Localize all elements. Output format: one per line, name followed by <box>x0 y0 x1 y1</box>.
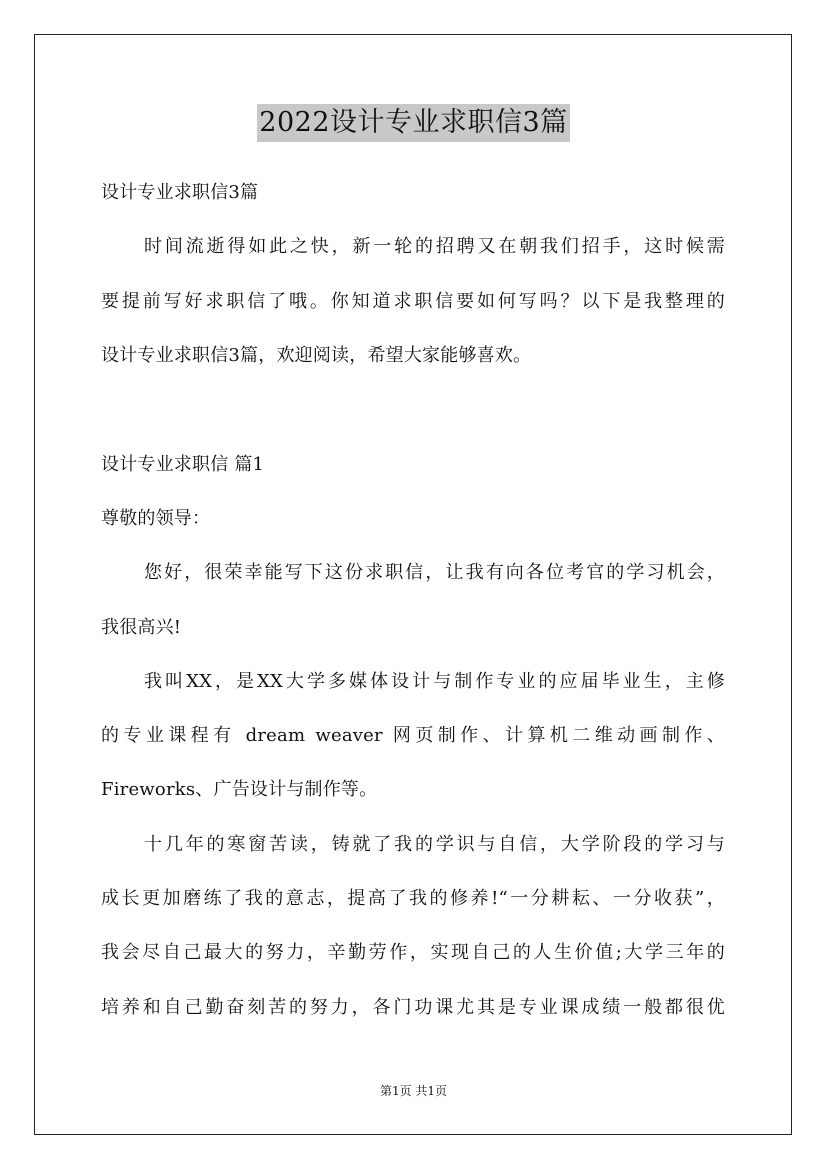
salutation: 尊敬的领导： <box>101 508 211 529</box>
paragraph3-line-2: 成长更加磨练了我的意志，提高了我的修养!“一分耕耘、一分收获”， <box>101 888 725 909</box>
document-title: 2022设计专业求职信3篇 <box>257 104 569 142</box>
paragraph3-line-3: 我会尽自己最大的努力，辛勤劳作，实现自己的人生价值;大学三年的 <box>101 942 725 963</box>
paragraph3-line-1: 十几年的寒窗苦读，铸就了我的学识与自信，大学阶段的学习与 <box>144 834 725 855</box>
intro-line-3: 设计专业求职信3篇，欢迎阅读，希望大家能够喜欢。 <box>101 345 532 366</box>
intro-line-2: 要提前写好求职信了哦。你知道求职信要如何写吗？以下是我整理的 <box>101 291 725 312</box>
title-container <box>0 104 827 142</box>
paragraph1-line-2: 我很高兴! <box>101 617 182 638</box>
document-subtitle: 设计专业求职信3篇 <box>101 182 259 203</box>
paragraph1-line-1: 您好，很荣幸能写下这份求职信，让我有向各位考官的学习机会， <box>144 562 725 583</box>
paragraph3-line-4: 培养和自己勤奋刻苦的努力，各门功课尤其是专业课成绩一般都很优 <box>101 997 725 1018</box>
paragraph2-line-1: 我叫XX，是XX大学多媒体设计与制作专业的应届毕业生，主修 <box>144 671 725 692</box>
paragraph2-line-2: 的专业课程有 dream weaver 网页制作、计算机二维动画制作、 <box>101 725 725 746</box>
page-number-footer: 第1页 共1页 <box>379 1084 448 1098</box>
intro-line-1: 时间流逝得如此之快，新一轮的招聘又在朝我们招手，这时候需 <box>144 236 725 257</box>
section-heading: 设计专业求职信 篇1 <box>101 454 265 475</box>
paragraph2-line-3: Fireworks、广告设计与制作等。 <box>101 779 378 800</box>
